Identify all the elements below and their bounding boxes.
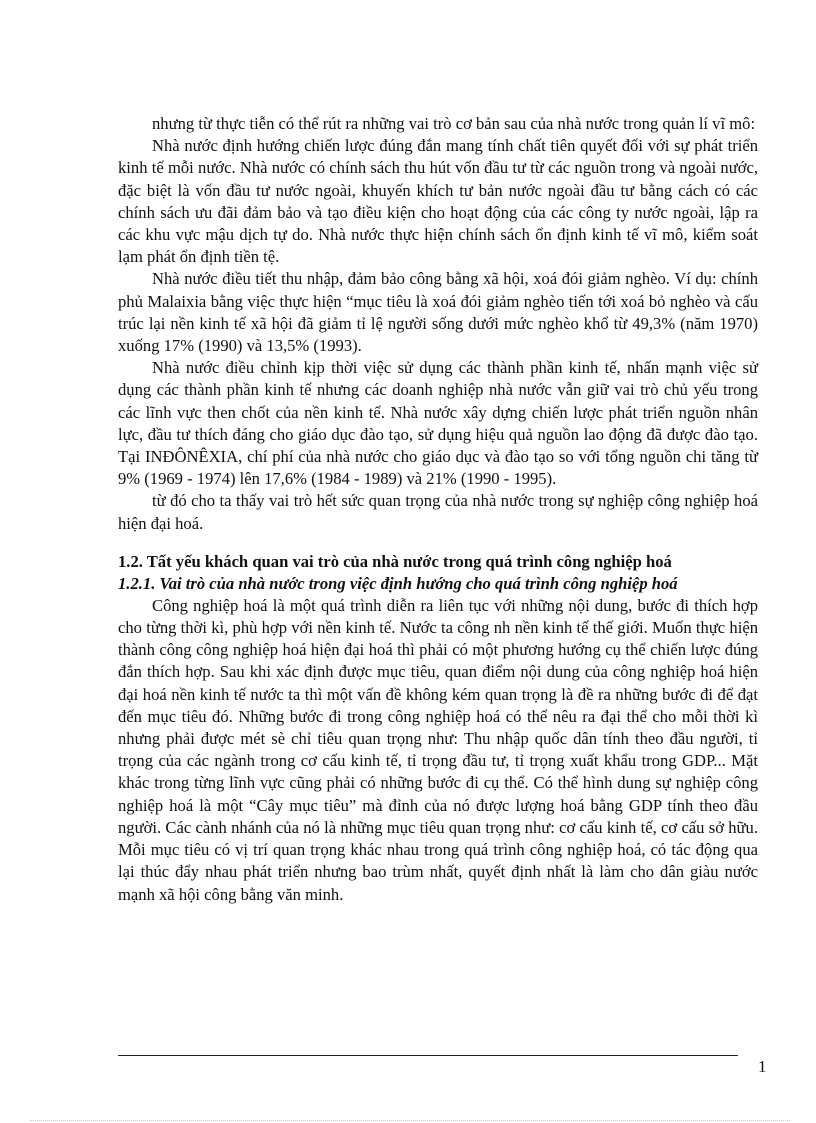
page-content <box>118 113 758 906</box>
paragraph-intro-5: từ đó cho ta thấy vai trò hết sức quan trọng của nhà nước trong sự nghiệp công nghiệp hoá hiện đại hoá. <box>118 491 758 533</box>
footer-rule <box>118 1055 738 1056</box>
paragraph-intro-4: Nhà nước điều chỉnh kịp thời việc sử dụng các thành phần kinh tế, nhấn mạnh việc sử dụng các thành phần kinh tế nhưng các doanh nghiệp nhà nước vẫn giữ vai trò chủ yếu trong các lĩnh vực then chốt của nền kinh tế. Nhà nước xây dựng chiến lược phát triển nguồn nhân lực, đầu tư thích đáng cho giáo dục đào tạo, sử dụng hiệu quả nguồn lao động đã được đào tạo. Tại INĐÔNÊXIA, chí phí của nhà nước cho giáo dục và đào tạo so với tổng nguồn chi tăng từ 9% (1969 - 1974) lên 17,6% (1984 - 1989) và 21% (1990 - 1995). <box>118 358 758 489</box>
paragraph-intro-1: nhưng từ thực tiễn có thể rút ra những vai trò cơ bản sau của nhà nước trong quản lí vĩ mô: <box>152 114 756 133</box>
section-heading: 1.2. Tất yếu khách quan vai trò của nhà nước trong quá trình công nghiệp hoá <box>118 551 672 571</box>
page-bottom-border <box>30 1120 790 1121</box>
subsection-heading: 1.2.1. Vai trò của nhà nước trong việc định hướng cho quá trình công nghiệp hoá <box>118 573 678 593</box>
paragraph-intro-2: Nhà nước định hướng chiến lược đúng đắn mang tính chất tiên quyết đối với sự phát triển kinh tế mỗi nước. Nhà nước có chính sách thu hút vốn đầu tư từ các nguồn trong và ngoài nước, đặc biệt là vốn đầu tư nước ngoài, khuyến khích tư bản nước ngoài đầu tư bằng cách có các chính sách ưu đãi đảm bảo và tạo điều kiện cho hoạt động của các công ty nước ngoài, lập ra các khu vực mậu dịch tự do. Nhà nước thực hiện chính sách ổn định kinh tế vĩ mô, kiểm soát lạm phát ổn định tiền tệ. <box>118 136 758 267</box>
page-number: 1 <box>758 1057 767 1076</box>
paragraph-intro-3: Nhà nước điều tiết thu nhập, đảm bảo công bằng xã hội, xoá đói giảm nghèo. Ví dụ: chính phủ Malaixia bằng việc thực hiện “mục tiêu là xoá đói giảm nghèo tiến tới xoá bỏ nghèo và cấu trúc lại nền kinh tế xã hội đã giảm tỉ lệ người sống dưới mức nghèo khổ từ 49,3% (năm 1970) xuống 17% (1990) và 13,5% (1993). <box>118 269 758 356</box>
paragraph-main: Công nghiệp hoá là một quá trình diễn ra liên tục với những nội dung, bước đi thích hợp cho từng thời kì, phù hợp với nền kinh tế. Nước ta công nh nền kinh tế thế giới. Muốn thực hiện thành công công nghiệp hoá hiện đại hoá thì phải có một phương hướng cụ thể chiến lược đúng đắn thích hợp. Sau khi xác định được mục tiêu, quan điểm nội dung của công nghiệp hoá hiện đại hoá nền kinh tế nước ta thì một vấn đề không kém quan trọng là đề ra những bước đi để đạt đến mục tiêu đó. Những bước đi trong công nghiệp hoá có thể nêu ra đại thể cho mỗi thời kì nhưng phải được mét sè chỉ tiêu quan trọng như: Thu nhập quốc dân tính theo đầu người, tỉ trọng của các ngành trong cơ cấu kinh tế, tỉ trọng đầu tư, tỉ trọng xuất khẩu trong GDP... Mặt khác trong từng lĩnh vực cũng phải có những bước đi cụ thể. Có thể hình dung sự nghiệp công nghiệp hoá là một “Cây mục tiêu” mà đỉnh của nó được lượng hoá bằng GDP tính theo đầu người. Các cành nhánh của nó là những mục tiêu quan trọng như: cơ cấu kinh tế, cơ cấu sở hữu. Mỗi mục tiêu có vị trí quan trọng khác nhau trong quá trình công nghiệp hoá, có tác động qua lại thúc đẩy nhau phát triển nhưng bao trùm nhất, quyết định nhất là làm cho dân giàu nước mạnh xã hội công bằng văn minh. <box>118 595 758 904</box>
